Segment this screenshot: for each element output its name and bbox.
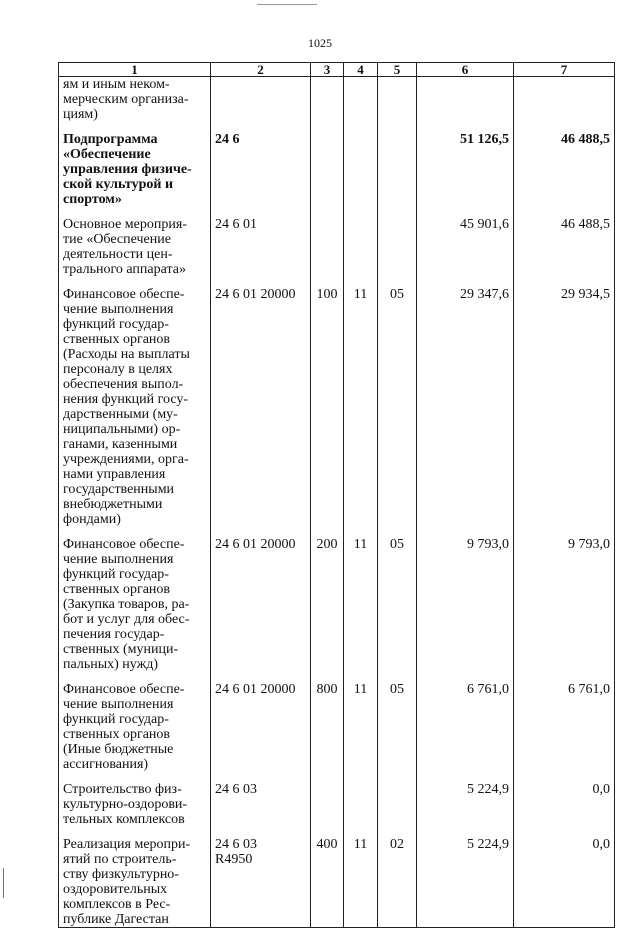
amount-col6: 5 224,9 [417, 827, 514, 928]
section-code [344, 207, 378, 277]
subsection-code [378, 207, 417, 277]
item-name-line: комплексов в Рес- [63, 897, 171, 912]
subsection-code: 05 [378, 277, 417, 527]
budget-table [58, 62, 615, 928]
subsection-code [378, 122, 417, 207]
section-code [344, 77, 378, 123]
item-name [59, 122, 211, 207]
item-name-line: (Расходы на выплаты [63, 347, 190, 362]
item-name-line: ганами, казенными [63, 437, 178, 452]
table-row [59, 672, 615, 772]
table-row [59, 122, 615, 207]
item-name-line: Подпрограмма [63, 132, 158, 147]
item-name [59, 77, 211, 123]
item-name-line: Основное мероприя- [63, 217, 187, 232]
column-header: 5 [378, 63, 417, 77]
classification-code-line: 24 6 01 20000 [215, 682, 296, 697]
column-header: 1 [59, 63, 211, 77]
item-name-line: чение выполнения [63, 552, 174, 567]
item-name-line: тельных комплексов [63, 812, 185, 827]
classification-code [211, 527, 311, 672]
column-header: 3 [311, 63, 344, 77]
classification-code [211, 827, 311, 928]
section-code: 11 [344, 527, 378, 672]
amount-col7: 46 488,5 [514, 207, 615, 277]
column-header: 4 [344, 63, 378, 77]
item-name-line: нами управления [63, 467, 166, 482]
item-name-line: (Иные бюджетные [63, 742, 174, 757]
item-name-line: Финансовое обеспе- [63, 537, 185, 552]
item-name-line: пальных) нужд) [63, 657, 159, 672]
section-code: 11 [344, 827, 378, 928]
item-name-line: культурно-оздорови- [63, 797, 188, 812]
table-row [59, 827, 615, 928]
expense-type-code [311, 77, 344, 123]
table-row [59, 277, 615, 527]
table-row [59, 77, 615, 123]
item-name-line: (Закупка товаров, ра- [63, 597, 190, 612]
section-code [344, 772, 378, 827]
item-name-line: печения государ- [63, 627, 165, 642]
subsection-code [378, 77, 417, 123]
classification-code-line: 24 6 03 [215, 837, 257, 852]
item-name-line: функций государ- [63, 567, 169, 582]
top-rule [257, 4, 317, 5]
subsection-code [378, 772, 417, 827]
item-name [59, 827, 211, 928]
classification-code-line: 24 6 01 [215, 217, 257, 232]
item-name-line: спортом» [63, 192, 122, 207]
item-name-line: тие «Обеспечение [63, 232, 171, 247]
item-name-line: бот и услуг для обес- [63, 612, 190, 627]
item-name-line: функций государ- [63, 712, 169, 727]
page-number: 1025 [308, 36, 332, 50]
item-name [59, 207, 211, 277]
item-name-line: ассигнования) [63, 757, 149, 772]
item-name-line: Финансовое обеспе- [63, 287, 185, 302]
classification-code-line: R4950 [215, 852, 253, 867]
classification-code [211, 277, 311, 527]
item-name-line: трального аппарата» [63, 262, 186, 277]
expense-type-code: 400 [311, 827, 344, 928]
item-name-line: публике Дагестан [63, 912, 169, 927]
classification-code-line: 24 6 01 20000 [215, 537, 296, 552]
classification-code-line: 24 6 [215, 132, 240, 147]
amount-col7: 46 488,5 [514, 122, 615, 207]
amount-col6: 9 793,0 [417, 527, 514, 672]
item-name-line: циям) [63, 107, 98, 122]
item-name-line: учреждениями, орга- [63, 452, 189, 467]
amount-col7 [514, 77, 615, 123]
amount-col7: 6 761,0 [514, 672, 615, 772]
section-code [344, 122, 378, 207]
amount-col6: 29 347,6 [417, 277, 514, 527]
amount-col6: 6 761,0 [417, 672, 514, 772]
item-name-line: управления физиче- [63, 162, 192, 177]
item-name-line: оздоровительных [63, 882, 168, 897]
subsection-code: 02 [378, 827, 417, 928]
section-code: 11 [344, 672, 378, 772]
item-name-line: ственных (муници- [63, 642, 179, 657]
item-name-line: Строительство физ- [63, 782, 182, 797]
item-name-line: Реализация меропри- [63, 837, 191, 852]
item-name-line: чение выполнения [63, 302, 174, 317]
item-name-line: дарственными (му- [63, 407, 178, 422]
amount-col7: 0,0 [514, 772, 615, 827]
table-header-row [59, 63, 615, 77]
classification-code [211, 77, 311, 123]
item-name-line: ственных органов [63, 727, 171, 742]
amount-col6 [417, 77, 514, 123]
item-name-line: функций государ- [63, 317, 169, 332]
amount-col7: 9 793,0 [514, 527, 615, 672]
expense-type-code: 200 [311, 527, 344, 672]
item-name-line: ской культурой и [63, 177, 174, 192]
item-name-line: ству физкультурно- [63, 867, 179, 882]
amount-col6: 5 224,9 [417, 772, 514, 827]
item-name-line: ям и иным неком- [63, 77, 170, 92]
amount-col7: 0,0 [514, 827, 615, 928]
item-name-line: «Обеспечение [63, 147, 151, 162]
item-name-line: фондами) [63, 512, 121, 527]
item-name-line: государственными [63, 482, 175, 497]
classification-code-line: 24 6 03 [215, 782, 257, 797]
expense-type-code: 100 [311, 277, 344, 527]
item-name-line: ятий по строитель- [63, 852, 177, 867]
item-name-line: Финансовое обеспе- [63, 682, 185, 697]
item-name-line: персоналу в целях [63, 362, 173, 377]
expense-type-code [311, 122, 344, 207]
section-code: 11 [344, 277, 378, 527]
expense-type-code: 800 [311, 672, 344, 772]
item-name-line: деятельности цен- [63, 247, 173, 262]
column-header: 2 [211, 63, 311, 77]
amount-col6: 45 901,6 [417, 207, 514, 277]
item-name-line: мерческим организа- [63, 92, 189, 107]
item-name-line: ниципальными) ор- [63, 422, 181, 437]
expense-type-code [311, 207, 344, 277]
item-name-line: ственных органов [63, 582, 171, 597]
expense-type-code [311, 772, 344, 827]
classification-code [211, 772, 311, 827]
table-row [59, 772, 615, 827]
item-name [59, 277, 211, 527]
classification-code [211, 207, 311, 277]
item-name [59, 772, 211, 827]
subsection-code: 05 [378, 672, 417, 772]
classification-code [211, 122, 311, 207]
classification-code-line: 24 6 01 20000 [215, 287, 296, 302]
scan-edge-mark [3, 868, 4, 898]
item-name-line: нения функций госу- [63, 392, 189, 407]
amount-col7: 29 934,5 [514, 277, 615, 527]
item-name-line: ственных органов [63, 332, 171, 347]
classification-code [211, 672, 311, 772]
item-name-line: обеспечения выпол- [63, 377, 184, 392]
subsection-code: 05 [378, 527, 417, 672]
item-name [59, 527, 211, 672]
column-header: 7 [514, 63, 615, 77]
table-row [59, 527, 615, 672]
item-name-line: чение выполнения [63, 697, 174, 712]
table-row [59, 207, 615, 277]
item-name [59, 672, 211, 772]
item-name-line: внебюджетными [63, 497, 163, 512]
amount-col6: 51 126,5 [417, 122, 514, 207]
column-header: 6 [417, 63, 514, 77]
